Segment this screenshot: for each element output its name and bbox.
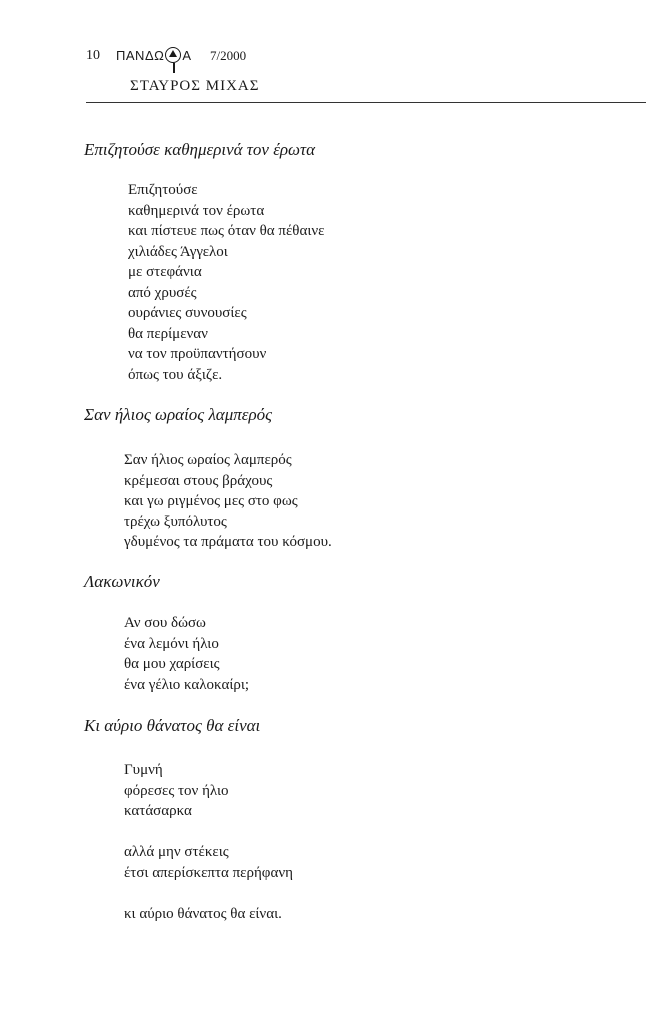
poem-title: Κι αύριο θάνατος θα είναι (84, 716, 261, 735)
poem-line: από χρυσές (128, 284, 197, 301)
poem-line: Σαν ήλιος ωραίος λαμπερός (124, 452, 292, 468)
header-divider (86, 102, 646, 103)
poem-line: αλλά μην στέκεις (124, 844, 229, 860)
journal-name-part1: ΠΑΝΔΩ (116, 48, 165, 63)
poem-body (124, 450, 332, 553)
poem-line: και πίστευε πως όταν θα πέθαινε (128, 223, 325, 239)
poem-body (124, 760, 293, 924)
poem-line: Αν σου δώσω (124, 615, 206, 631)
poem-line: καθημερινά τον έρωτα (128, 202, 265, 219)
issue-number: 7/2000 (210, 48, 247, 63)
poem-title: Επιζητούσε καθημερινά τον έρωτα (84, 140, 316, 159)
journal-logo (116, 47, 192, 63)
poem-line: κρέμεσαι στους βράχους (124, 472, 273, 489)
poem-line: όπως του άξιζε. (128, 366, 223, 383)
poem-line: με στεφάνια (128, 264, 202, 280)
poem-line: θα μου χαρίσεις (124, 656, 220, 672)
poem-line: χιλιάδες Άγγελοι (128, 243, 228, 260)
poem-line: να τον προϋπαντήσουν (128, 346, 267, 362)
poem-line: και γω ριγμένος μες στο φως (124, 493, 298, 509)
poem-title: Σαν ήλιος ωραίος λαμπερός (84, 405, 273, 424)
journal-name-part2: Α (182, 48, 192, 63)
poem-line: ουράνιες συνουσίες (128, 305, 247, 321)
page-number: 10 (86, 48, 100, 63)
author-name: ΣΤΑΥΡΟΣ ΜΙΧΑΣ (130, 78, 260, 94)
poem-line: τρέχω ξυπόλυτος (124, 513, 227, 530)
poem-line: φόρεσες τον ήλιο (124, 782, 229, 799)
poem-line: Επιζητούσε (128, 182, 198, 198)
journal-emblem-icon (165, 47, 181, 63)
poem-line: έτσι απερίσκεπτα περήφανη (124, 864, 293, 881)
poem-body (128, 180, 324, 385)
stanza-break (124, 822, 293, 843)
poem-line: Γυμνή (124, 762, 163, 778)
poem-line: ένα λεμόνι ήλιο (124, 635, 219, 652)
poem-body (124, 613, 249, 695)
poem-line: ένα γέλιο καλοκαίρι; (124, 676, 250, 693)
poem-line: θα περίμεναν (128, 325, 208, 342)
poem-line: γδυμένος τα πράματα του κόσμου. (124, 534, 332, 550)
poem-line: κατάσαρκα (124, 803, 192, 819)
poem-line: κι αύριο θάνατος θα είναι. (124, 905, 282, 922)
stanza-break (124, 883, 293, 904)
poem-title: Λακωνικόν (84, 572, 160, 591)
